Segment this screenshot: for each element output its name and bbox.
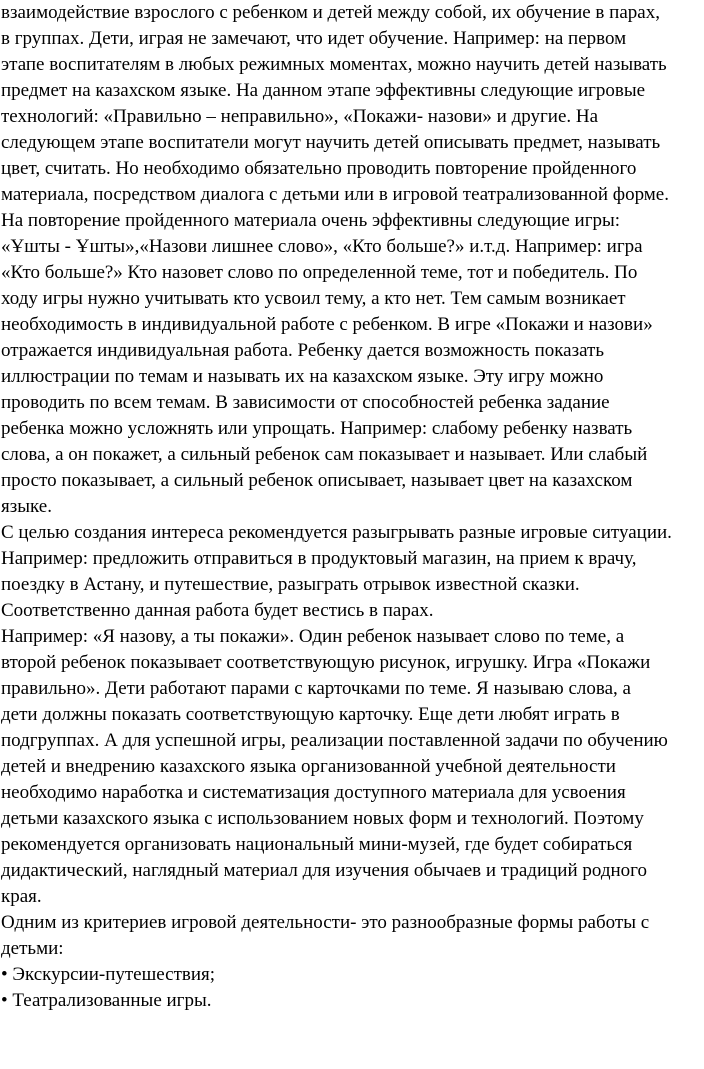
text-line: ребенка можно усложнять или упрощать. Например: слабому ребенку назвать bbox=[1, 418, 633, 439]
text-line: отражается индивидуальная работа. Ребенку дается возможность показать bbox=[1, 340, 605, 361]
text-line: Например: «Я назову, а ты покажи». Один ребенок называет слово по теме, а bbox=[1, 626, 625, 647]
text-line: материала, посредством диалога с детьми или в игровой театрализованной форме. bbox=[1, 184, 669, 205]
text-line: взаимодействие взрослого с ребенком и детей между собой, их обучение в парах, bbox=[1, 2, 660, 23]
text-line: иллюстрации по темам и называть их на казахском языке. Эту игру можно bbox=[1, 366, 604, 387]
text-line: дидактический, наглядный материал для изучения обычаев и традиций родного bbox=[1, 860, 647, 881]
text-line: С целью создания интереса рекомендуется разыгрывать разные игровые ситуации. bbox=[1, 522, 672, 543]
text-line: просто показывает, а сильный ребенок описывает, называет цвет на казахском bbox=[1, 470, 633, 491]
text-line: края. bbox=[1, 886, 42, 907]
text-line: цвет, считать. Но необходимо обязательно проводить повторение пройденного bbox=[1, 158, 637, 179]
text-line: детьми казахского языка с использованием новых форм и технологий. Поэтому bbox=[1, 808, 644, 829]
text-line: проводить по всем темам. В зависимости от способностей ребенка задание bbox=[1, 392, 610, 413]
text-line: «Ұшты - Ұшты»,«Назови лишнее слово», «Кто больше?» и.т.д. Например: игра bbox=[1, 236, 643, 257]
text-line: второй ребенок показывает соответствующую рисунок, игрушку. Игра «Покажи bbox=[1, 652, 651, 673]
text-line: детьми: bbox=[1, 938, 64, 959]
text-line: в группах. Дети, играя не замечают, что идет обучение. Например: на первом bbox=[1, 28, 627, 49]
text-line: детей и внедрению казахского языка организованной учебной деятельности bbox=[1, 756, 616, 777]
text-line: рекомендуется организовать национальный мини-музей, где будет собираться bbox=[1, 834, 633, 855]
text-line: предмет на казахском языке. На данном этапе эффективны следующие игровые bbox=[1, 80, 646, 101]
text-line: ходу игры нужно учитывать кто усвоил тему, а кто нет. Тем самым возникает bbox=[1, 288, 626, 309]
text-line: технологий: «Правильно – неправильно», «Покажи- назови» и другие. На bbox=[1, 106, 599, 127]
text-line: необходимость в индивидуальной работе с ребенком. В игре «Покажи и назови» bbox=[1, 314, 653, 335]
text-line: слова, а он покажет, а сильный ребенок сам показывает и называет. Или слабый bbox=[1, 444, 648, 465]
text-line: следующем этапе воспитатели могут научить детей описывать предмет, называть bbox=[1, 132, 661, 153]
bullet-list-item: • Театрализованные игры. bbox=[1, 990, 212, 1011]
text-line: «Кто больше?» Кто назовет слово по определенной теме, тот и победитель. По bbox=[1, 262, 638, 283]
text-line: языке. bbox=[1, 496, 52, 517]
text-line: необходимо наработка и систематизация доступного материала для усвоения bbox=[1, 782, 626, 803]
text-line: этапе воспитателям в любых режимных моментах, можно научить детей называть bbox=[1, 54, 667, 75]
text-line: подгруппах. А для успешной игры, реализации поставленной задачи по обучению bbox=[1, 730, 668, 751]
text-line: Соответственно данная работа будет вестись в парах. bbox=[1, 600, 434, 621]
text-line: правильно». Дети работают парами с карточками по теме. Я называю слова, а bbox=[1, 678, 631, 699]
text-line: На повторение пройденного материала очень эффективны следующие игры: bbox=[1, 210, 621, 231]
text-line: поездку в Астану, и путешествие, разыграть отрывок известной сказки. bbox=[1, 574, 580, 595]
text-line: Например: предложить отправиться в продуктовый магазин, на прием к врачу, bbox=[1, 548, 637, 569]
bullet-list-item: • Экскурсии-путешествия; bbox=[1, 964, 216, 985]
text-line: дети должны показать соответствующую карточку. Еще дети любят играть в bbox=[1, 704, 620, 725]
text-line: Одним из критериев игровой деятельности- это разнообразные формы работы с bbox=[1, 912, 650, 933]
